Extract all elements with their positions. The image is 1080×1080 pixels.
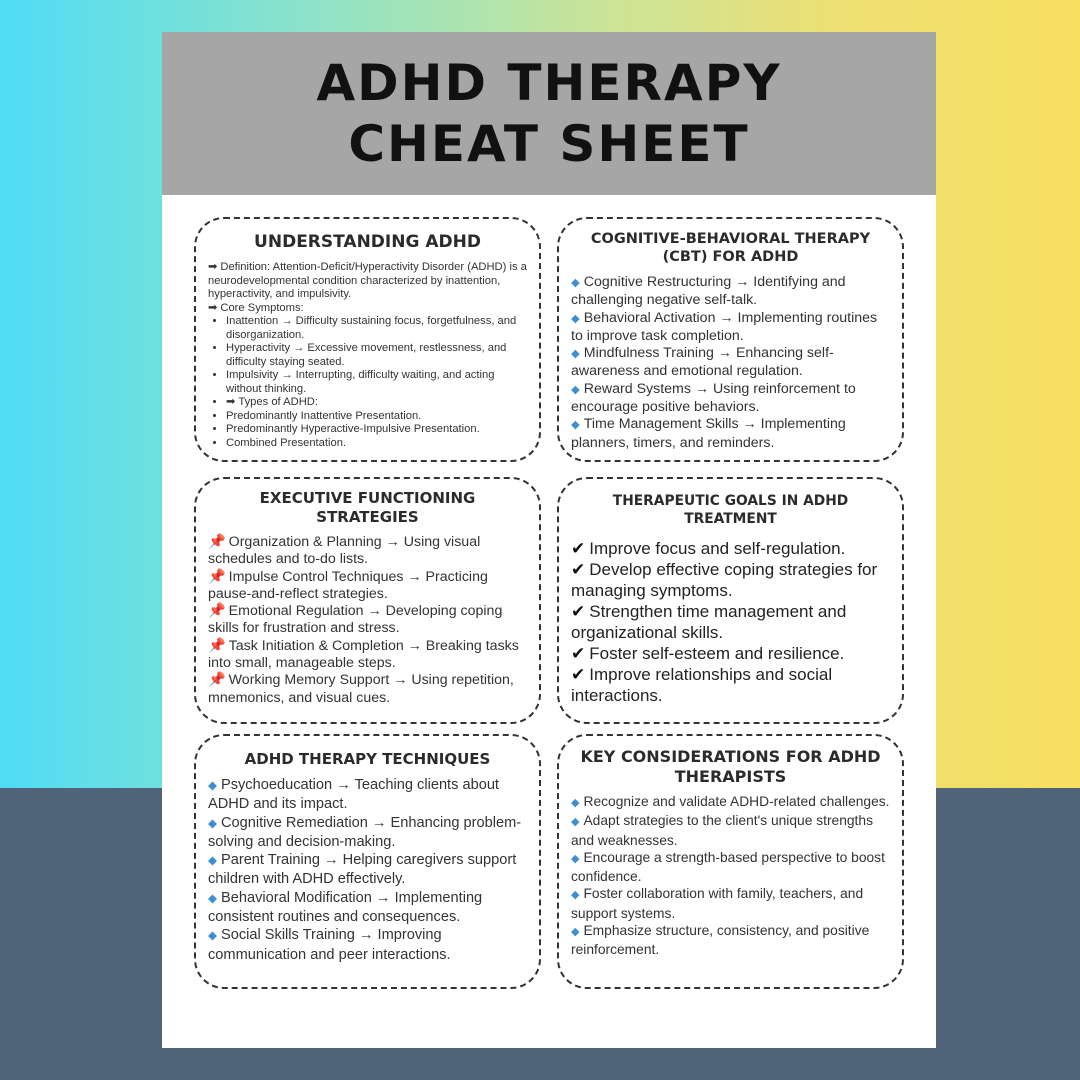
pushpin-icon: 📌 — [208, 603, 226, 620]
executive-functioning-card — [194, 477, 541, 724]
list-item: ◆ Behavioral Modification → Implementing consistent routines and consequences. — [208, 889, 483, 926]
cheat-sheet-page — [162, 32, 936, 1048]
list-item: ✔ Foster self-esteem and resilience. — [571, 644, 845, 663]
right-arrow-icon: ➡ — [226, 396, 236, 408]
blue-diamond-icon: ◆ — [571, 277, 580, 289]
blue-diamond-icon: ◆ — [571, 852, 580, 865]
blue-diamond-icon: ◆ — [208, 854, 217, 868]
checkmark-icon: ✔ — [571, 560, 586, 579]
pushpin-icon: 📌 — [208, 568, 226, 585]
cbt-card — [557, 217, 904, 462]
list-item: ◆ Emphasize structure, consistency, and positive reinforcement. — [571, 923, 870, 958]
list-item: ◆ Foster collaboration with family, teachers, and support systems. — [571, 886, 864, 921]
core-symptoms-line — [208, 302, 527, 316]
page-title-line-1: ADHD THERAPY — [316, 53, 782, 112]
core-symptoms-label: Core Symptoms: — [220, 301, 304, 314]
definition-text: Definition: Attention-Deficit/Hyperactivity Disorder (ADHD) is a neurodevelopmental condition characterized by inattention, hyperactivity, and impulsivity. — [208, 261, 527, 300]
list-item: • Predominantly Inattentive Presentation. — [226, 410, 527, 424]
pushpin-icon: 📌 — [208, 534, 226, 550]
list-item: ◆ Social Skills Training → Improving communication and peer interactions. — [208, 927, 451, 963]
list-item: 📌 Impulse Control Techniques → Practicing pause-and-reflect strategies. — [208, 568, 488, 602]
blue-diamond-icon: ◆ — [208, 891, 217, 905]
list-item: • Hyperactivity → Excessive movement, restlessness, and difficulty staying seated. — [226, 342, 527, 369]
list-item: ◆ Cognitive Restructuring → Identifying and challenging negative self-talk. — [571, 274, 846, 309]
therapeutic-goals-heading: THERAPEUTIC GOALS IN ADHD TREATMENT — [612, 493, 849, 527]
understanding-adhd-body — [208, 261, 527, 450]
executive-functioning-list — [208, 534, 527, 707]
blue-diamond-icon: ◆ — [571, 889, 580, 902]
blue-diamond-icon: ◆ — [571, 926, 580, 939]
list-item: • Combined Presentation. — [226, 437, 527, 451]
list-item: • Impulsivity → Interrupting, difficulty waiting, and acting without thinking. — [226, 369, 527, 396]
blue-diamond-icon: ◆ — [571, 383, 580, 396]
therapeutic-goals-card — [557, 477, 904, 724]
checkmark-icon: ✔ — [571, 644, 586, 663]
list-item: 📌 Organization & Planning → Using visual schedules and to-do lists. — [208, 534, 481, 568]
list-item: ◆ Recognize and validate ADHD-related challenges. — [571, 794, 890, 809]
understanding-adhd-card — [194, 217, 541, 462]
understanding-adhd-heading: UNDERSTANDING ADHD — [254, 232, 481, 252]
list-item: ◆ Encourage a strength-based perspective to boost confidence. — [571, 849, 885, 885]
list-item: ◆ Adapt strategies to the client's unique strengths and weaknesses. — [571, 813, 873, 848]
list-item: ◆ Psychoeducation → Teaching clients about ADHD and its impact. — [208, 777, 499, 813]
pushpin-icon: 📌 — [208, 672, 226, 689]
title-band — [162, 32, 936, 195]
list-item: ✔ Develop effective coping strategies for managing symptoms. — [571, 560, 878, 600]
key-considerations-heading: KEY CONSIDERATIONS FOR ADHD THERAPISTS — [580, 747, 881, 786]
list-item: ✔ Strengthen time management and organizational skills. — [571, 602, 847, 642]
blue-diamond-icon: ◆ — [208, 779, 217, 792]
checkmark-icon: ✔ — [571, 602, 586, 621]
checkmark-icon: ✔ — [571, 665, 586, 684]
key-considerations-list — [571, 793, 890, 959]
list-item: ◆ Time Management Skills → Implementing planners, timers, and reminders. — [571, 416, 846, 451]
list-item: • Predominantly Hyperactive-Impulsive Presentation. — [226, 423, 527, 437]
cbt-heading: COGNITIVE-BEHAVIORAL THERAPY (CBT) FOR ADHD — [590, 231, 871, 265]
key-considerations-card — [557, 734, 904, 989]
cbt-list — [571, 274, 890, 452]
therapeutic-goals-list — [571, 538, 890, 706]
list-item: • Inattention → Difficulty sustaining focus, forgetfulness, and disorganization. — [226, 315, 527, 342]
blue-diamond-icon: ◆ — [571, 419, 580, 432]
therapy-techniques-card — [194, 734, 541, 989]
list-item: ✔ Improve focus and self-regulation. — [571, 539, 846, 558]
list-item: ✔ Improve relationships and social interactions. — [571, 665, 833, 705]
blue-diamond-icon: ◆ — [571, 816, 580, 829]
page-title-line-2: CHEAT SHEET — [348, 114, 750, 173]
blue-diamond-icon: ◆ — [571, 797, 580, 809]
list-item: 📌 Task Initiation & Completion → Breaking tasks into small, manageable steps. — [208, 637, 519, 672]
therapy-techniques-heading: ADHD THERAPY TECHNIQUES — [244, 750, 491, 768]
definition-line — [208, 261, 527, 302]
list-item: 📌 Emotional Regulation → Developing coping skills for frustration and stress. — [208, 603, 503, 637]
list-item: ◆ Behavioral Activation → Implementing routines to improve task completion. — [571, 309, 878, 344]
right-arrow-icon: ➡ — [208, 261, 218, 273]
list-item: ◆ Reward Systems → Using reinforcement to encourage positive behaviors. — [571, 380, 856, 416]
pushpin-icon: 📌 — [208, 637, 226, 654]
therapy-techniques-list — [208, 776, 527, 964]
types-label: Types of ADHD: — [238, 396, 318, 408]
executive-functioning-heading: EXECUTIVE FUNCTIONING STRATEGIES — [259, 489, 476, 526]
blue-diamond-icon: ◆ — [571, 312, 580, 325]
list-item — [226, 396, 527, 410]
blue-diamond-icon: ◆ — [571, 348, 580, 361]
list-item: 📌 Working Memory Support → Using repetition, mnemonics, and visual cues. — [208, 672, 514, 706]
list-item: ◆ Cognitive Remediation → Enhancing problem-solving and decision-making. — [208, 814, 522, 850]
list-item: ◆ Mindfulness Training → Enhancing self-awareness and emotional regulation. — [571, 345, 834, 380]
blue-diamond-icon: ◆ — [208, 929, 217, 943]
checkmark-icon: ✔ — [571, 539, 586, 558]
blue-diamond-icon: ◆ — [208, 816, 217, 830]
symptom-list — [208, 315, 527, 450]
right-arrow-icon: ➡ — [208, 301, 218, 314]
list-item: ◆ Parent Training → Helping caregivers support children with ADHD effectively. — [208, 852, 517, 888]
